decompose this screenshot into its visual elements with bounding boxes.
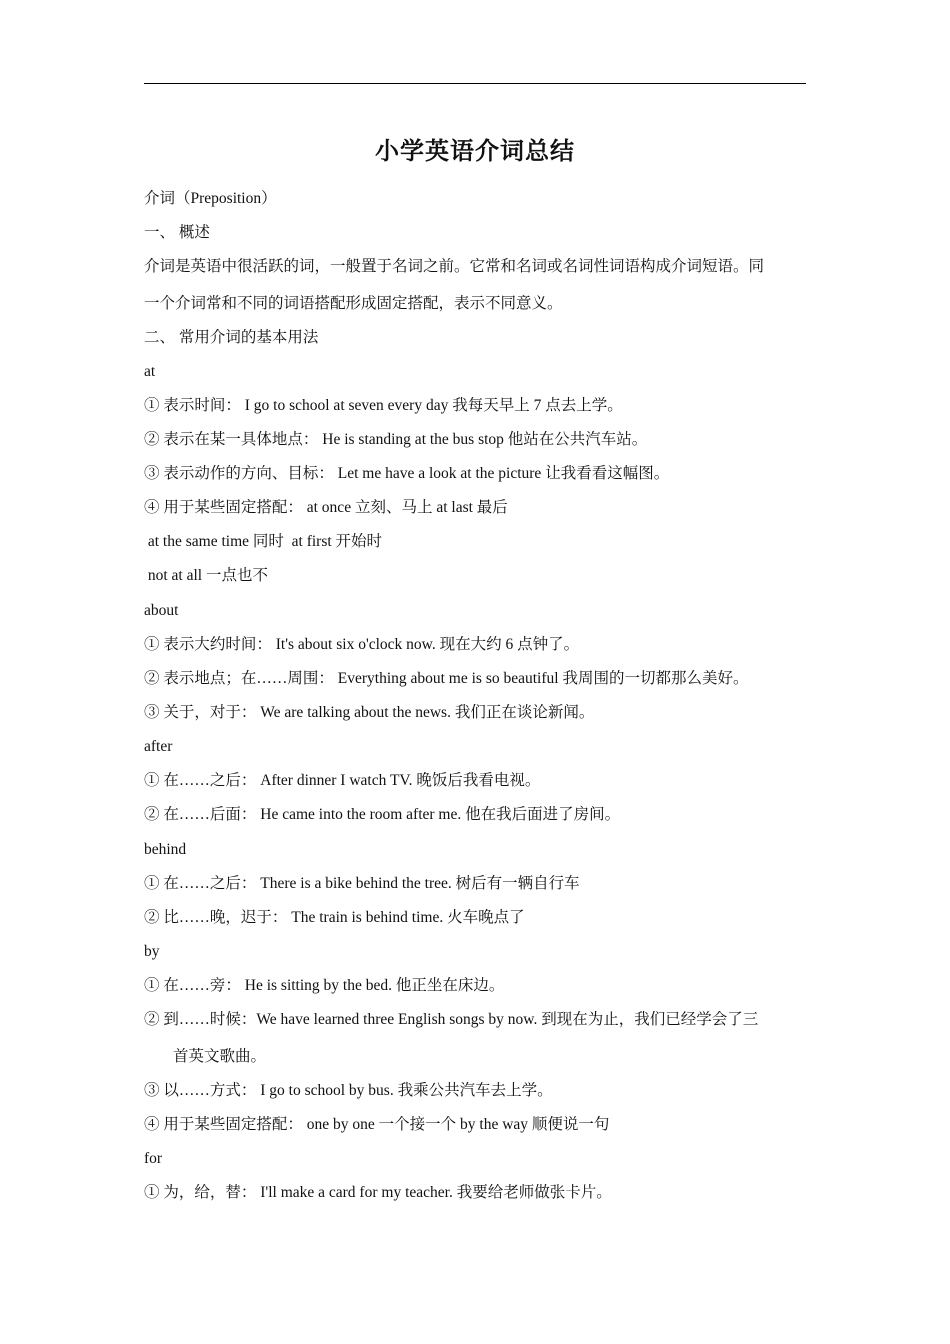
usage-item: ① 在……之后： There is a bike behind the tree. 树后有一辆自行车 xyxy=(144,875,580,892)
section-heading: 一、 概述 xyxy=(144,224,210,241)
word-heading: by xyxy=(144,943,160,960)
usage-item: ① 表示大约时间： It's about six o'clock now. 现在大约 6 点钟了。 xyxy=(144,636,580,653)
word-heading: after xyxy=(144,738,173,755)
word-heading: behind xyxy=(144,841,187,858)
word-heading: for xyxy=(144,1150,163,1167)
text-line: 一个介词常和不同的词语搭配形成固定搭配，表示不同意义。 xyxy=(144,295,563,312)
header-rule xyxy=(144,83,806,84)
usage-item: ② 比……晚，迟于： The train is behind time. 火车晚点了 xyxy=(144,909,525,926)
usage-item: ① 为，给，替： I'll make a card for my teacher. 我要给老师做张卡片。 xyxy=(144,1184,612,1201)
usage-item: ② 表示在某一具体地点： He is standing at the bus stop 他站在公共汽车站。 xyxy=(144,431,648,448)
text-line: 介词是英语中很活跃的词，一般置于名词之前。它常和名词或名词性词语构成介词短语。同 xyxy=(144,258,765,275)
document-title: 小学英语介词总结 xyxy=(375,139,575,165)
text-line: 介词（Preposition） xyxy=(144,190,277,207)
usage-item: ④ 用于某些固定搭配： at once 立刻、马上 at last 最后 xyxy=(144,499,508,516)
word-heading: at xyxy=(144,363,156,380)
usage-item: not at all 一点也不 xyxy=(144,567,268,584)
usage-item: ① 表示时间： I go to school at seven every day 我每天早上 7 点去上学。 xyxy=(144,397,623,414)
usage-item: ① 在……旁： He is sitting by the bed. 他正坐在床边。 xyxy=(144,977,505,994)
usage-item: ① 在……之后： After dinner I watch TV. 晚饭后我看电视。 xyxy=(144,772,541,789)
usage-item: ② 到……时候：We have learned three English songs by now. 到现在为止，我们已经学会了三 xyxy=(144,1011,759,1028)
usage-item: ④ 用于某些固定搭配： one by one 一个接一个 by the way 顺便说一句 xyxy=(144,1116,610,1133)
word-heading: about xyxy=(144,602,179,619)
usage-item-continued: 首英文歌曲。 xyxy=(173,1048,267,1065)
usage-item: ③ 表示动作的方向、目标： Let me have a look at the picture 让我看看这幅图。 xyxy=(144,465,670,482)
usage-item: ② 在……后面： He came into the room after me. 他在我后面进了房间。 xyxy=(144,806,621,823)
usage-item: ③ 以……方式： I go to school by bus. 我乘公共汽车去上学。 xyxy=(144,1082,553,1099)
usage-item: at the same time 同时 at first 开始时 xyxy=(144,533,383,550)
usage-item: ② 表示地点；在……周围： Everything about me is so beautiful 我周围的一切都那么美好。 xyxy=(144,670,749,687)
section-heading: 二、 常用介词的基本用法 xyxy=(144,329,319,346)
usage-item: ③ 关于，对于： We are talking about the news. 我们正在谈论新闻。 xyxy=(144,704,595,721)
